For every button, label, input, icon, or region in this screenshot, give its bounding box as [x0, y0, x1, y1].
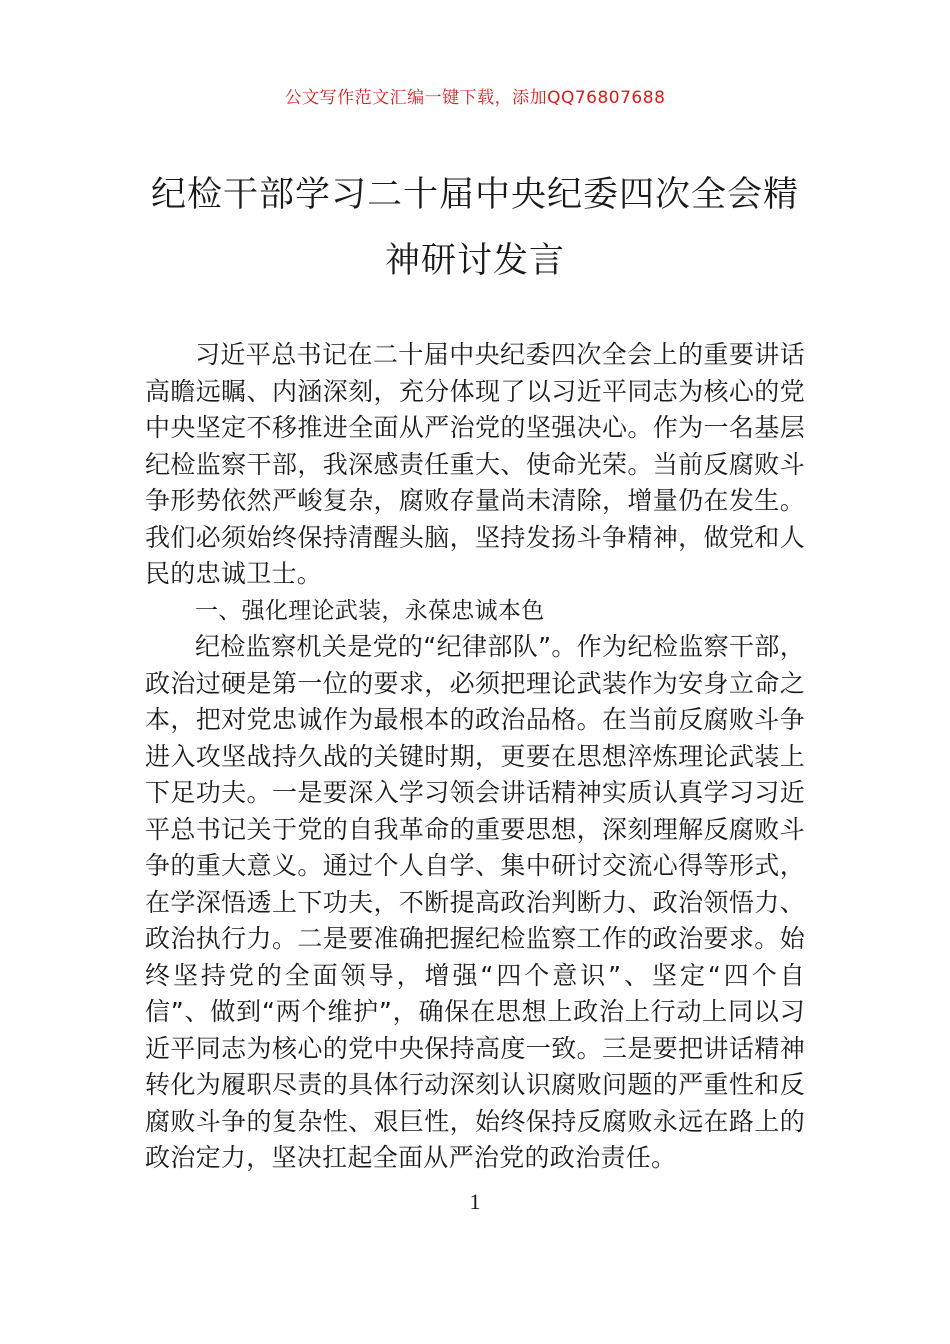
document-title: 纪检干部学习二十届中央纪委四次全会精神研讨发言: [150, 175, 799, 281]
download-banner: 公文写作范文汇编一键下载，添加QQ76807688: [284, 88, 666, 108]
document-body: [145, 337, 805, 1177]
intro-paragraph: 习近平总书记在二十届中央纪委四次全会上的重要讲话高瞻远瞩、内涵深刻，充分体现了以习近平同志为核心的党中央坚定不移推进全面从严治党的坚强决心。作为一名基层纪检监察干部，我深感责任重大、使命光荣。当前反腐败斗争形势依然严峻复杂，腐败存量尚未清除，增量仍在发生。我们必须始终保持清醒头脑，坚持发扬斗争精神，做党和人民的忠诚卫士。: [145, 340, 805, 588]
page-number: 1: [469, 1189, 481, 1214]
section-paragraph: 纪检监察机关是党的“纪律部队”。作为纪检监察干部，政治过硬是第一位的要求，必须把理论武装作为安身立命之本，把对党忠诚作为最根本的政治品格。在当前反腐败斗争进入攻坚战持久战的关键时期，更要在思想淬炼理论武装上下足功夫。一是要深入学习领会讲话精神实质认真学习习近平总书记关于党的自我革命的重要思想，深刻理解反腐败斗争的重大意义。通过个人自学、集中研讨交流心得等形式，在学深悟透上下功夫，不断提高政治判断力、政治领悟力、政治执行力。二是要准确把握纪检监察工作的政治要求。始终坚持党的全面领导，增强“四个意识”、坚定“四个自信”、做到“两个维护”，确保在思想上政治上行动上同以习近平同志为核心的党中央保持高度一致。三是要把讲话精神转化为履职尽责的具体行动深刻认识腐败问题的严重性和反腐败斗争的复杂性、艰巨性，始终保持反腐败永远在路上的政治定力，坚决扛起全面从严治党的政治责任。: [145, 632, 805, 1172]
section-heading: 一、强化理论武装，永葆忠诚本色: [195, 597, 545, 624]
